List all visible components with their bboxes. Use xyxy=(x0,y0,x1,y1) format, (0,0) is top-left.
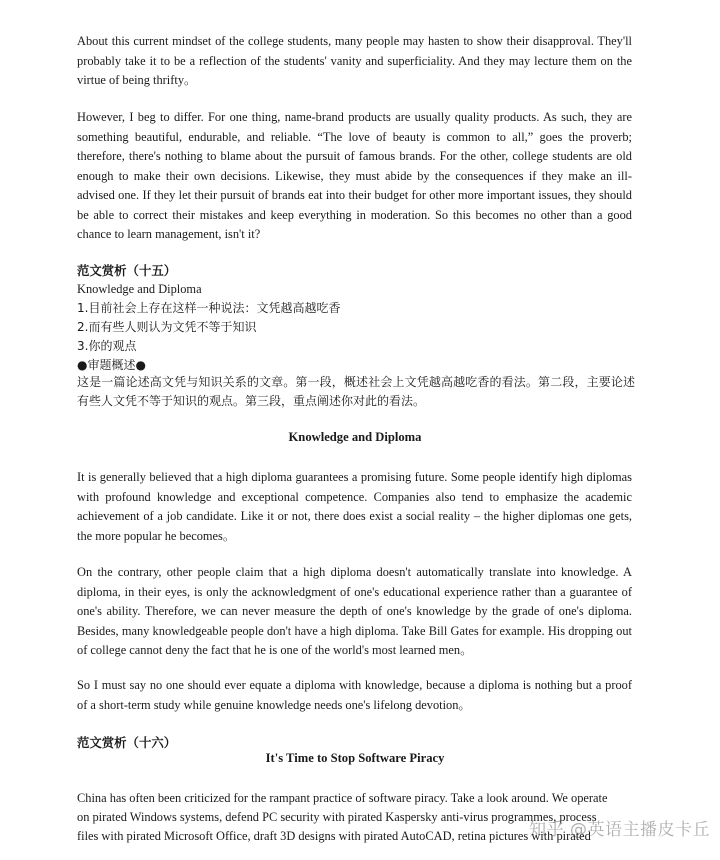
section-16-heading: 范文赏析（十六） xyxy=(77,735,177,750)
piracy-line-3: files with pirated Microsoft Office, draft 3D designs with pirated AutoCAD, retina pictures with pirated xyxy=(77,829,591,843)
section-15-subtitle: Knowledge and Diploma xyxy=(77,282,202,296)
piracy-line-1: China has often been criticized for the rampant practice of software piracy. Take a look around. We operate xyxy=(77,791,608,805)
essay-paragraph-2: On the contrary, other people claim that a high diploma doesn't automatically translate into knowledge. A diploma, in their eyes, is only the acknowledgment of one's educational experience rather than a guarantee of one's ability. Therefore, we can never measure the depth of one's knowledge by the grade of one's diploma. Besides, many knowledgeable people don't have a high diploma. Take Bill Gates for example. His dropping out of college cannot deny the fact that he is one of the world's most learned men。 xyxy=(77,565,632,657)
watermark: 知乎 @英语主播皮卡丘 xyxy=(529,820,710,840)
section-15-heading: 范文赏析（十五） xyxy=(77,263,177,278)
point-3: 3.你的观点 xyxy=(77,339,137,353)
paragraph-mindset: About this current mindset of the college students, many people may hasten to show their disapproval. They'll probably take it to be a reflection of the students' vanity and superficiality. And they may lecture them on the virtue of being thrifty。 xyxy=(77,34,632,87)
essay-paragraph-1: It is generally believed that a high diploma guarantees a promising future. Some people identify high diplomas with profound knowledge and exceptional competence. Companies also tend to emphasize the academic achievement of a job candidate. Like it or not, there does exist a social reality – the higher diplomas one gets, the more popular he becomes。 xyxy=(77,470,632,543)
point-1: 1.目前社会上存在这样一种说法：文凭越高越吃香 xyxy=(77,301,341,315)
essay-title-knowledge: Knowledge and Diploma xyxy=(288,430,422,444)
essay-title-piracy: It's Time to Stop Software Piracy xyxy=(265,751,445,765)
piracy-line-2: on pirated Windows systems, defend PC security with pirated Kaspersky anti-virus programmes, process xyxy=(77,810,597,824)
essay-paragraph-3: So I must say no one should ever equate a diploma with knowledge, because a diploma is nothing but a proof of a short-term study while genuine knowledge needs one's lifelong devotion。 xyxy=(77,678,632,712)
review-text: 这是一篇论述高文凭与知识关系的文章。第一段，概述社会上文凭越高越吃香的看法。第二段，主要论述有些人文凭不等于知识的观点。第三段，重点阐述你对此的看法。 xyxy=(77,375,635,408)
review-label: ●审题概述● xyxy=(77,358,146,372)
point-2: 2.而有些人则认为文凭不等于知识 xyxy=(77,320,257,334)
paragraph-differ: However, I beg to differ. For one thing, name-brand products are usually quality products. As such, they are something beautiful, endurable, and reliable. “The love of beauty is common to all,” goes the proverb; therefore, there's nothing to blame about the pursuit of famous brands. For the other, college students are old enough to make their own decisions. Likewise, they must abide by the consequences if they make an ill-advised one. If they let their pursuit of brands eat into their budget for other more important issues, they should be able to correct their mistakes and keep everything in moderation. So this becomes no other than a good chance to learn management, isn't it? xyxy=(77,110,632,241)
